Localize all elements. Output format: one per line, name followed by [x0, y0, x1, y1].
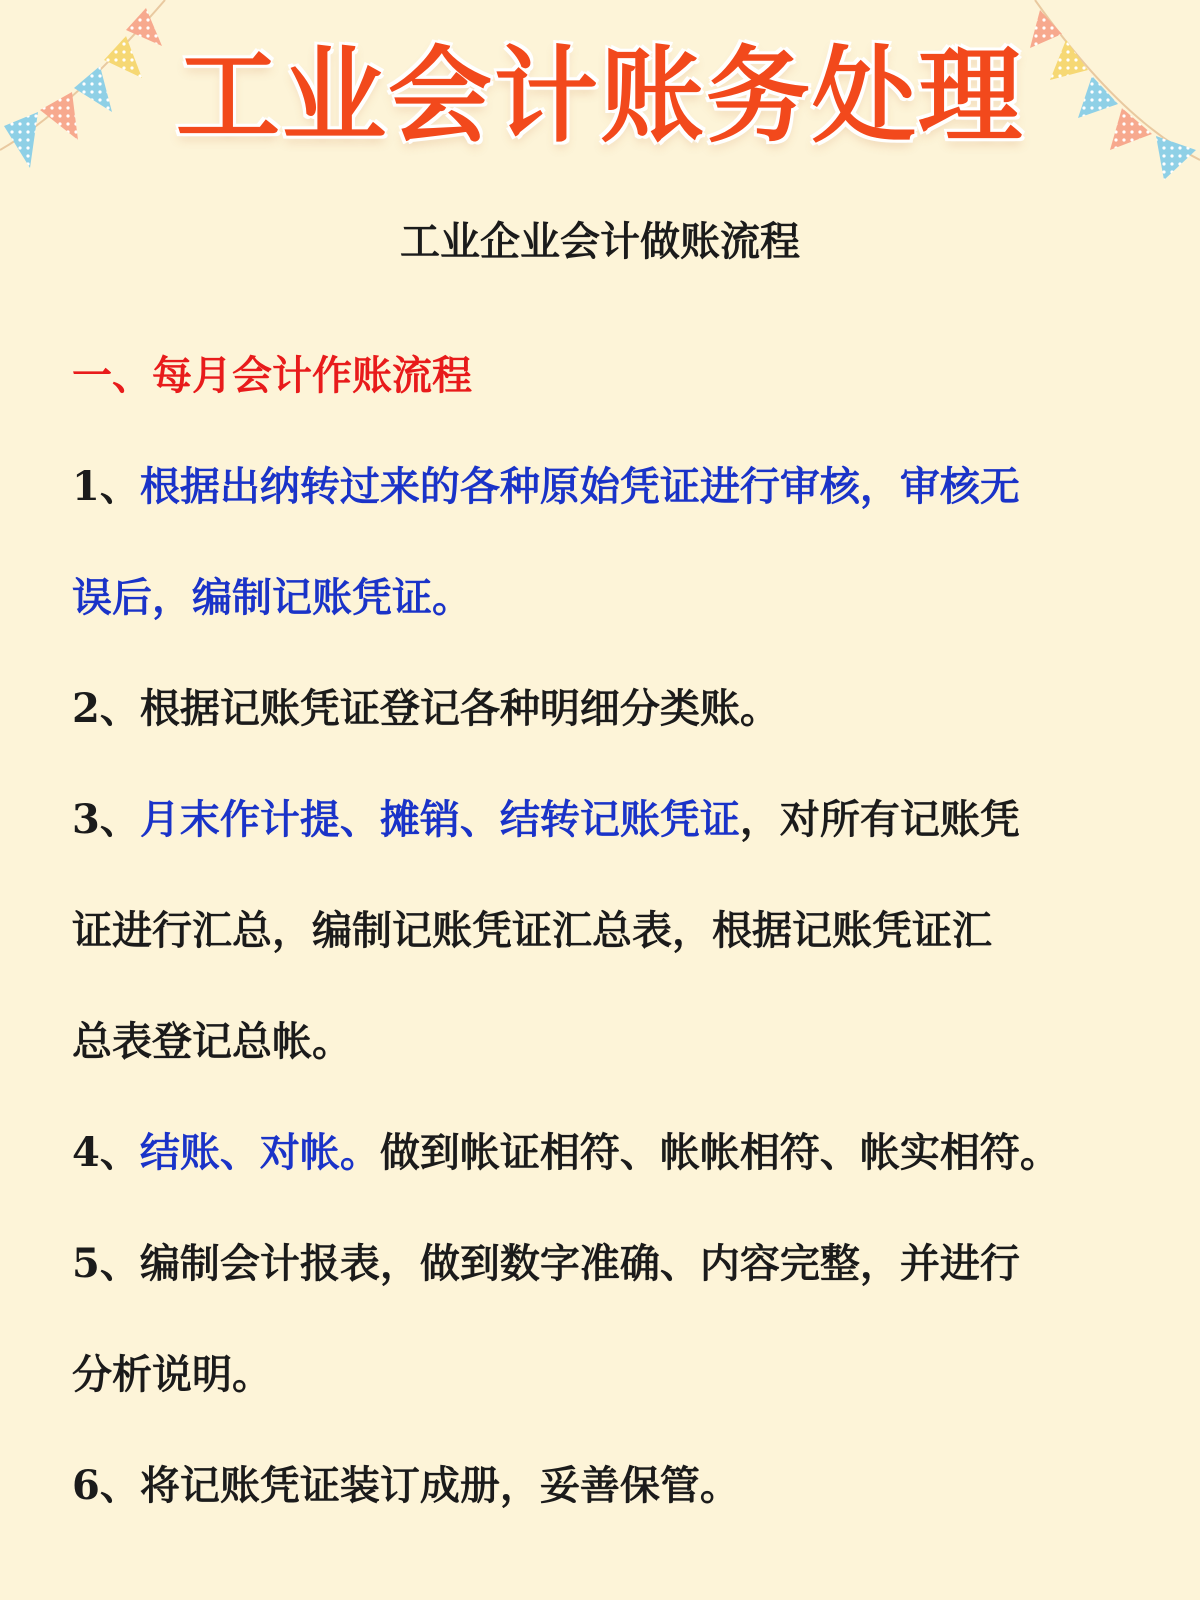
list-item-3-continued [72, 986, 1152, 1097]
list-item-6 [72, 1430, 1152, 1541]
article-body [72, 320, 1152, 1541]
item-number: 2、 [72, 685, 140, 732]
item-text: 根据记账凭证登记各种明细分类账。 [139, 685, 780, 732]
item-text: 编制会计报表，做到数字准确、内容完整，并进行 [139, 1240, 1020, 1287]
item-text-highlight: 月末作计提、摊销、结转记账凭证 [139, 796, 740, 843]
item-number: 3、 [72, 796, 140, 843]
page-subtitle: 工业企业会计做账流程 [400, 218, 800, 265]
section-heading: 一、每月会计作账流程 [72, 352, 472, 399]
item-text: 总表登记总帐。 [72, 1018, 352, 1065]
item-text: 做到帐证相符、帐帐相符、帐实相符。 [379, 1129, 1060, 1176]
item-text: ，对所有记账凭 [739, 796, 1020, 843]
item-text-highlight: 误后，编制记账凭证。 [72, 574, 472, 621]
item-text-highlight: 结账、对帐。 [139, 1129, 380, 1176]
list-item-3-continued [72, 875, 1152, 986]
item-text: 分析说明。 [72, 1351, 272, 1398]
item-number: 6、 [72, 1462, 140, 1509]
list-item-1 [72, 431, 1152, 542]
list-item-1-continued [72, 542, 1152, 653]
page-title: 工业会计账务处理 [175, 35, 1024, 157]
list-item-2 [72, 653, 1152, 764]
item-text-highlight: 根据出纳转过来的各种原始凭证进行审核，审核无 [139, 463, 1020, 510]
item-number: 5、 [72, 1240, 140, 1287]
item-text: 将记账凭证装订成册，妥善保管。 [139, 1462, 740, 1509]
list-item-5 [72, 1208, 1152, 1319]
list-item-3 [72, 764, 1152, 875]
list-item-5-continued [72, 1319, 1152, 1430]
item-number: 4、 [72, 1129, 140, 1176]
item-number: 1、 [72, 463, 140, 510]
list-item-4 [72, 1097, 1152, 1208]
item-text: 证进行汇总，编制记账凭证汇总表，根据记账凭证汇 [72, 907, 992, 954]
